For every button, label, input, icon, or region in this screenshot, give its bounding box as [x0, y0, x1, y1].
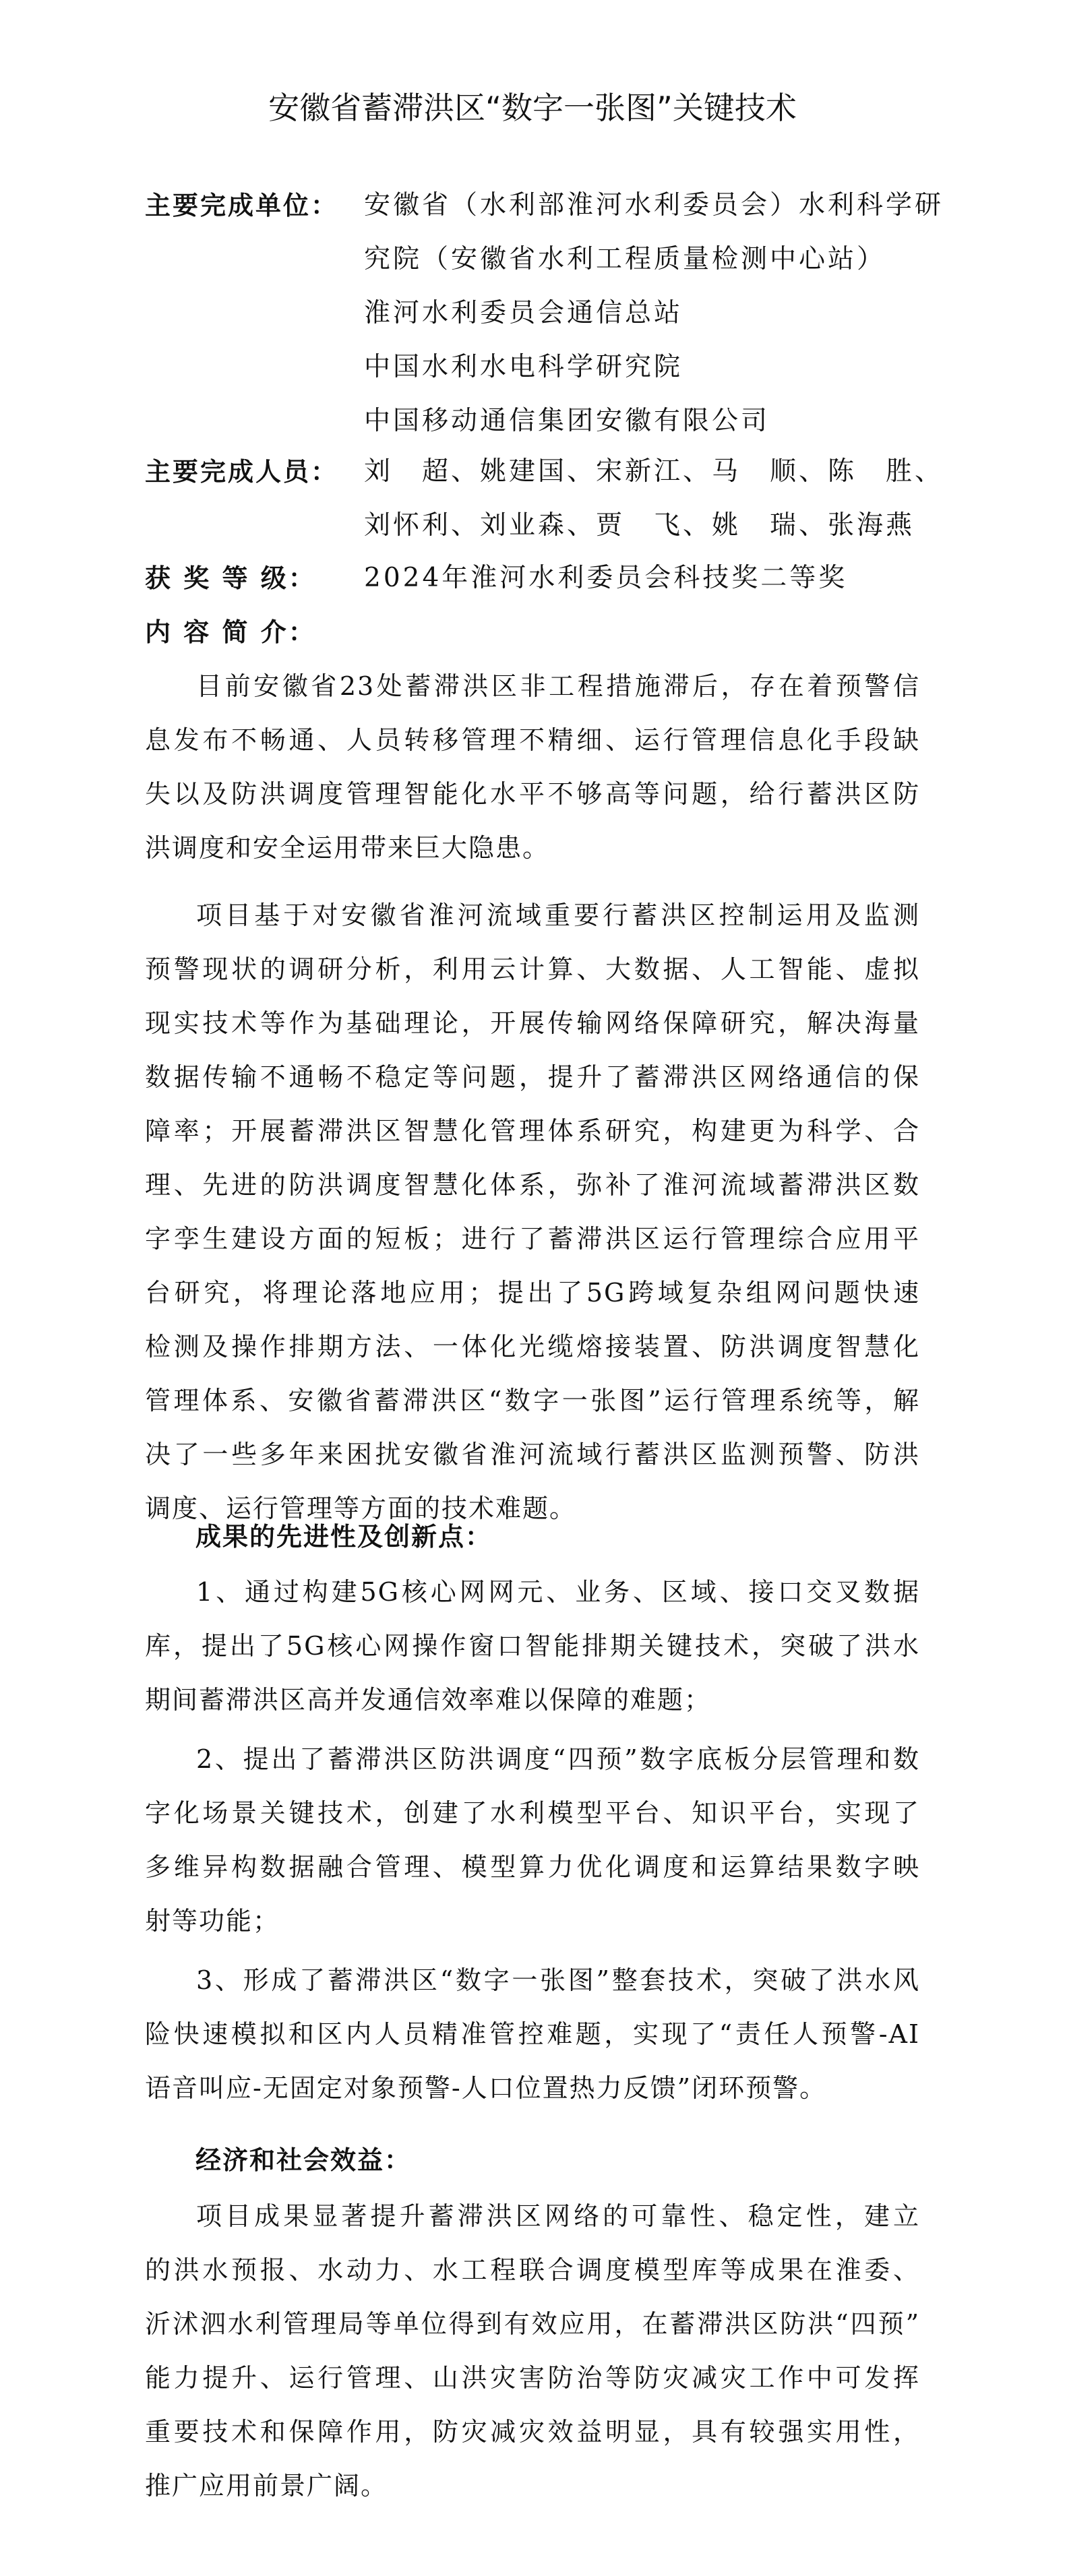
paragraph-line: 预警现状的调研分析，利用云计算、大数据、人工智能、虚拟	[145, 954, 920, 984]
summary-paragraph-1	[145, 659, 920, 875]
paragraph-line: 2、提出了蓄滞洪区防洪调度“四预”数字底板分层管理和数	[196, 1744, 920, 1774]
paragraph-line: 字化场景关键技术，创建了水利模型平台、知识平台，实现了	[145, 1798, 920, 1828]
paragraph-line: 推广应用前景广阔。	[145, 2471, 388, 2501]
unit-line: 淮河水利委员会通信总站	[364, 298, 683, 328]
summary-label: 内 容 简 介：	[145, 617, 316, 647]
people-line: 刘怀利、刘业森、贾 飞、姚 瑞、张海燕	[364, 510, 915, 541]
summary-paragraph-2	[145, 888, 920, 1535]
paragraph-line: 检测及操作排期方法、一体化光缆熔接装置、防洪调度智慧化	[145, 1332, 920, 1361]
paragraph-line: 3、形成了蓄滞洪区“数字一张图”整套技术，突破了洪水风	[196, 1965, 920, 1995]
paragraph-line: 现实技术等作为基础理论，开展传输网络保障研究，解决海量	[145, 1008, 920, 1038]
award-text: 2024年淮河水利委员会科技奖二等奖	[364, 563, 848, 593]
paragraph-line: 台研究，将理论落地应用；提出了5G跨域复杂组网问题快速	[145, 1278, 920, 1308]
paragraph-line: 目前安徽省23处蓄滞洪区非工程措施滞后，存在着预警信	[196, 671, 920, 701]
paragraph-line: 库，提出了5G核心网操作窗口智能排期关键技术，突破了洪水	[145, 1631, 920, 1661]
paragraph-line: 调度、运行管理等方面的技术难题。	[145, 1494, 577, 1523]
paragraph-line: 1、通过构建5G核心网网元、业务、区域、接口交叉数据	[196, 1577, 920, 1607]
paragraph-line: 期间蓄滞洪区高并发通信效率难以保障的难题；	[145, 1685, 712, 1715]
paragraph-line: 息发布不畅通、人员转移管理不精细、运行管理信息化手段缺	[145, 725, 920, 755]
document-title: 安徽省蓄滞洪区“数字一张图”关键技术	[268, 90, 797, 126]
award-label: 获 奖 等 级：	[145, 563, 316, 593]
paragraph-line: 障率；开展蓄滞洪区智慧化管理体系研究，构建更为科学、合	[145, 1116, 920, 1146]
innovation-heading: 成果的先进性及创新点：	[195, 1522, 493, 1552]
people-line: 刘 超、姚建国、宋新江、马 顺、陈 胜、	[364, 456, 944, 487]
paragraph-line: 理、先进的防洪调度智慧化体系，弥补了淮河流域蓄滞洪区数	[145, 1170, 920, 1200]
people-label: 主要完成人员：	[145, 457, 339, 487]
benefit-paragraph	[145, 2189, 920, 2513]
paragraph-line: 项目成果显著提升蓄滞洪区网络的可靠性、稳定性，建立	[196, 2201, 920, 2231]
innovation-item-3	[145, 1953, 920, 2115]
paragraph-line: 失以及防洪调度管理智能化水平不够高等问题，给行蓄洪区防	[145, 779, 920, 809]
paragraph-line: 沂沭泗水利管理局等单位得到有效应用，在蓄滞洪区防洪“四预”	[145, 2309, 920, 2339]
paragraph-line: 能力提升、运行管理、山洪灾害防治等防灾减灾工作中可发挥	[145, 2363, 920, 2393]
paragraph-line: 险快速模拟和区内人员精准管控难题，实现了“责任人预警-AI	[145, 2019, 920, 2049]
paragraph-line: 项目基于对安徽省淮河流域重要行蓄洪区控制运用及监测	[196, 900, 920, 930]
unit-line: 中国水利水电科学研究院	[364, 352, 683, 382]
paragraph-line: 的洪水预报、水动力、水工程联合调度模型库等成果在淮委、	[145, 2255, 920, 2285]
summary-body	[145, 659, 920, 1535]
innovation-item-2	[145, 1732, 920, 1948]
paragraph-line: 语音叫应-无固定对象预警-人口位置热力反馈”闭环预警。	[145, 2073, 827, 2103]
benefit-body	[145, 2189, 920, 2513]
innovation-item-1	[145, 1565, 920, 1727]
paragraph-line: 管理体系、安徽省蓄滞洪区“数字一张图”运行管理系统等，解	[145, 1386, 920, 1415]
paragraph-line: 决了一些多年来困扰安徽省淮河流域行蓄洪区监测预警、防洪	[145, 1440, 920, 1469]
unit-line: 究院（安徽省水利工程质量检测中心站）	[364, 244, 886, 274]
unit-line: 中国移动通信集团安徽有限公司	[364, 406, 770, 436]
paragraph-line: 多维异构数据融合管理、模型算力优化调度和运算结果数字映	[145, 1852, 920, 1882]
people-list	[364, 445, 944, 553]
units-label: 主要完成单位：	[145, 191, 339, 220]
award-value	[364, 551, 923, 605]
paragraph-line: 洪调度和安全运用带来巨大隐患。	[145, 833, 550, 863]
paragraph-line: 重要技术和保障作用，防灾减灾效益明显，具有较强实用性，	[145, 2417, 920, 2447]
paragraph-line: 数据传输不通畅不稳定等问题，提升了蓄滞洪区网络通信的保	[145, 1062, 920, 1092]
units-list	[364, 179, 944, 448]
benefit-heading: 经济和社会效益：	[195, 2145, 412, 2175]
unit-line: 安徽省（水利部淮河水利委员会）水利科学研	[364, 190, 944, 220]
paragraph-line: 射等功能；	[145, 1906, 280, 1936]
paragraph-line: 字孪生建设方面的短板；进行了蓄滞洪区运行管理综合应用平	[145, 1224, 920, 1254]
innovation-body	[145, 1565, 920, 2115]
